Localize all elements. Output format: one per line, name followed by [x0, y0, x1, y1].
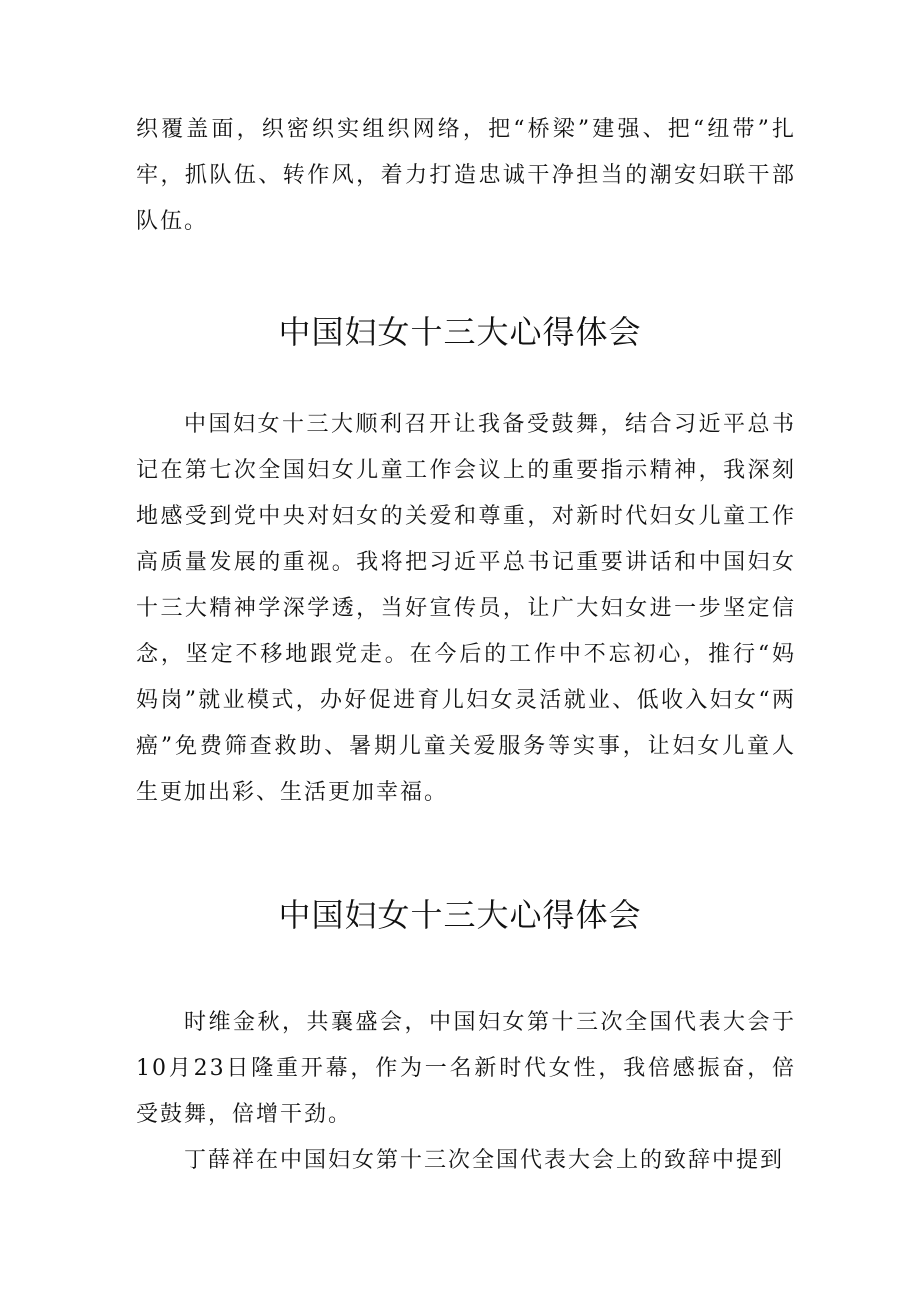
section-title-1: 中国妇女十三大心得体会 [278, 313, 642, 351]
paragraph-section-1: 中国妇女十三大顺利召开让我备受鼓舞，结合习近平总书记在第七次全国妇女儿童工作会议上的重要指示精神，我深刻地感受到党中央对妇女的关爱和尊重，对新时代妇女儿童工作高质量发展的重视。我将把习近平总书记重要讲话和中国妇女十三大精神学深学透，当好宣传员，让广大妇女进一步坚定信念，坚定不移地跟党走。在今后的工作中不忘初心，推行“妈妈岗”就业模式，办好促进育儿妇女灵活就业、低收入妇女“两癌”免费筛查救助、暑期儿童关爱服务等实事，让妇女儿童人生更加出彩、生活更加幸福。 [136, 412, 796, 805]
paragraph-continuation: 织覆盖面，织密织实组织网络，把“桥梁”建强、把“纽带”扎牢，抓队伍、转作风，着力打造忠诚干净担当的潮安妇联干部队伍。 [136, 117, 796, 234]
section-title-2: 中国妇女十三大心得体会 [278, 896, 642, 934]
paragraph-section-2-b: 丁薛祥在中国妇女第十三次全国代表大会上的致辞中提到 [184, 1148, 785, 1173]
paragraph-section-2-a: 时维金秋，共襄盛会，中国妇女第十三次全国代表大会于10月23日隆重开幕，作为一名新时代女性，我倍感振奋，倍受鼓舞，倍增干劲。 [136, 1010, 796, 1127]
